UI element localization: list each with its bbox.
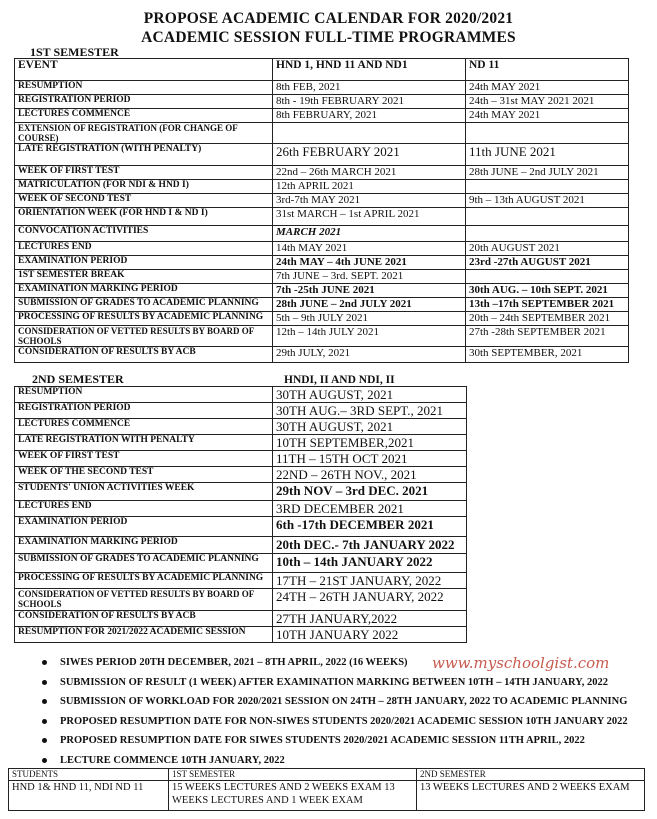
- event-cell: WEEK OF FIRST TEST: [15, 166, 273, 180]
- semester1-row: [15, 144, 629, 166]
- event-cell: MATRICULATION (FOR NDI & HND I): [15, 180, 273, 194]
- date-cell: 10TH SEPTEMBER,2021: [273, 435, 467, 451]
- event-cell: RESUMPTION FOR 2021/2022 ACADEMIC SESSION: [15, 627, 273, 643]
- semester2-row: [15, 517, 467, 537]
- note-text: PROPOSED RESUMPTION DATE FOR NON-SIWES STUDENTS 2020/2021 ACADEMIC SESSION 10TH JANUARY 2022: [60, 715, 628, 727]
- semester2-row: [15, 501, 467, 517]
- semester1-label: 1ST SEMESTER: [30, 45, 119, 59]
- summary-header-students: STUDENTS: [9, 769, 169, 781]
- note-item: [42, 715, 642, 728]
- nd2-date-cell: [466, 226, 629, 242]
- nd2-date-cell: 30th AUG. – 10th SEPT. 2021: [466, 284, 629, 298]
- event-cell: PROCESSING OF RESULTS BY ACADEMIC PLANNING: [15, 573, 273, 589]
- summary-students: HND 1& HND 11, NDI ND 11: [9, 781, 169, 811]
- summary-sem1: 15 WEEKS LECTURES AND 2 WEEKS EXAM 13 WEEKS LECTURES AND 1 WEEK EXAM: [169, 781, 417, 811]
- semester1-row: [15, 95, 629, 109]
- document-title-line2: ACADEMIC SESSION FULL-TIME PROGRAMMES: [141, 29, 516, 46]
- semester2-row: [15, 387, 467, 403]
- semester1-row: [15, 226, 629, 242]
- nd2-date-cell: 9th – 13th AUGUST 2021: [466, 194, 629, 208]
- event-cell: WEEK OF THE SECOND TEST: [15, 467, 273, 483]
- hnd-nd1-date-cell: 22nd – 26th MARCH 2021: [273, 166, 466, 180]
- event-cell: EXAMINATION MARKING PERIOD: [15, 284, 273, 298]
- hnd-nd1-date-cell: 8th FEB, 2021: [273, 81, 466, 95]
- event-cell: LECTURES END: [15, 242, 273, 256]
- summary-header-sem1: 1ST SEMESTER: [169, 769, 417, 781]
- nd2-date-cell: 11th JUNE 2021: [466, 144, 629, 166]
- event-cell: RESUMPTION: [15, 81, 273, 95]
- event-cell: EXTENSION OF REGISTRATION (FOR CHANGE OF COURSE): [15, 123, 273, 144]
- semester1-row: [15, 166, 629, 180]
- semester2-row: [15, 451, 467, 467]
- semester2-row: [15, 419, 467, 435]
- semester1-row: [15, 242, 629, 256]
- semester1-row: [15, 284, 629, 298]
- bullet-icon: [42, 680, 47, 685]
- hnd-nd1-date-cell: 12th – 14th JULY 2021: [273, 326, 466, 347]
- event-cell: STUDENTS' UNION ACTIVITIES WEEK: [15, 483, 273, 501]
- semester2-row: [15, 467, 467, 483]
- hnd-nd1-date-cell: [273, 123, 466, 144]
- semester2-row: [15, 435, 467, 451]
- hnd-nd1-date-cell: 7th JUNE – 3rd. SEPT. 2021: [273, 270, 466, 284]
- nd2-date-cell: 24th – 31st MAY 2021 2021: [466, 95, 629, 109]
- nd2-date-cell: 24th MAY 2021: [466, 109, 629, 123]
- semester2-header: HNDI, II AND NDI, II: [284, 374, 395, 386]
- nd2-date-cell: 20th – 24th SEPTEMBER 2021: [466, 312, 629, 326]
- note-text: SIWES PERIOD 20TH DECEMBER, 2021 – 8TH APRIL, 2022 (16 WEEKS): [60, 657, 408, 668]
- date-cell: 6th -17th DECEMBER 2021: [273, 517, 467, 537]
- note-item: [42, 656, 642, 669]
- semester2-row: [15, 573, 467, 589]
- nd2-date-cell: 13th –17th SEPTEMBER 2021: [466, 298, 629, 312]
- event-cell: CONSIDERATION OF RESULTS BY ACB: [15, 611, 273, 627]
- semester2-row: [15, 611, 467, 627]
- semester2-row: [15, 627, 467, 643]
- event-cell: EXAMINATION MARKING PERIOD: [15, 537, 273, 554]
- event-cell: LATE REGISTRATION WITH PENALTY: [15, 435, 273, 451]
- nd2-date-cell: [466, 123, 629, 144]
- semester1-header-row: [15, 59, 629, 81]
- semester1-row: [15, 270, 629, 284]
- summary-table: [8, 768, 645, 811]
- event-cell: WEEK OF FIRST TEST: [15, 451, 273, 467]
- semester2-row: [15, 483, 467, 501]
- semester1-row: [15, 312, 629, 326]
- note-text: SUBMISSION OF RESULT (1 WEEK) AFTER EXAMINATION MARKING BETWEEN 10TH – 14TH JANUARY, 2022: [60, 676, 609, 688]
- event-cell: LATE REGISTRATION (WITH PENALTY): [15, 144, 273, 166]
- semester2-row: [15, 554, 467, 573]
- bullet-icon: [42, 719, 47, 724]
- date-cell: 11TH – 15TH OCT 2021: [273, 451, 467, 467]
- hnd-nd1-date-cell: 14th MAY 2021: [273, 242, 466, 256]
- hnd-nd1-date-cell: 3rd-7th MAY 2021: [273, 194, 466, 208]
- date-cell: 17TH – 21ST JANUARY, 2022: [273, 573, 467, 589]
- semester1-row: [15, 194, 629, 208]
- semester1-row: [15, 109, 629, 123]
- document-title-line1: PROPOSE ACADEMIC CALENDAR FOR 2020/2021: [143, 10, 514, 27]
- date-cell: 10th – 14th JANUARY 2022: [273, 554, 467, 573]
- semester1-row: [15, 81, 629, 95]
- bullet-icon: [42, 758, 47, 763]
- semester2-table: [14, 386, 467, 643]
- event-cell: REGISTRATION PERIOD: [15, 95, 273, 109]
- semester1-row: [15, 256, 629, 270]
- event-cell: CONSIDERATION OF RESULTS BY ACB: [15, 347, 273, 363]
- hnd-nd1-date-cell: 31st MARCH – 1st APRIL 2021: [273, 208, 466, 226]
- semester1-row: [15, 347, 629, 363]
- event-cell: ORIENTATION WEEK (FOR HND I & ND I): [15, 208, 273, 226]
- event-cell: WEEK OF SECOND TEST: [15, 194, 273, 208]
- note-item: [42, 754, 642, 767]
- event-cell: EXAMINATION PERIOD: [15, 517, 273, 537]
- bullet-icon: [42, 660, 47, 665]
- nd2-date-cell: 30th SEPTEMBER, 2021: [466, 347, 629, 363]
- hnd-nd1-date-cell: 26th FEBRUARY 2021: [273, 144, 466, 166]
- date-cell: 20th DEC.- 7th JANUARY 2022: [273, 537, 467, 554]
- event-cell: CONVOCATION ACTIVITIES: [15, 226, 273, 242]
- summary-header-sem2: 2ND SEMESTER: [417, 769, 645, 781]
- nd2-date-cell: [466, 180, 629, 194]
- note-text: LECTURE COMMENCE 10TH JANUARY, 2022: [60, 754, 285, 766]
- note-text: PROPOSED RESUMPTION DATE FOR SIWES STUDENTS 2020/2021 ACADEMIC SESSION 11TH APRIL, 2022: [60, 735, 585, 746]
- semester2-row: [15, 537, 467, 554]
- nd2-date-cell: [466, 208, 629, 226]
- semester2-row: [15, 589, 467, 611]
- hnd-nd1-date-cell: 12th APRIL 2021: [273, 180, 466, 194]
- date-cell: 30TH AUGUST, 2021: [273, 387, 467, 403]
- date-cell: 3RD DECEMBER 2021: [273, 501, 467, 517]
- semester1-row: [15, 123, 629, 144]
- hnd-nd1-date-cell: 8th - 19th FEBRUARY 2021: [273, 95, 466, 109]
- hnd-nd1-date-cell: 5th – 9th JULY 2021: [273, 312, 466, 326]
- nd2-date-cell: 20th AUGUST 2021: [466, 242, 629, 256]
- note-item: [42, 695, 642, 708]
- semester2-label: 2ND SEMESTER: [32, 372, 124, 386]
- semester1-row: [15, 180, 629, 194]
- semester1-table: [14, 58, 629, 363]
- summary-sem2: 13 WEEKS LECTURES AND 2 WEEKS EXAM: [417, 781, 645, 811]
- watermark: www.myschoolgist.com: [432, 654, 610, 672]
- notes-list: [42, 656, 642, 773]
- event-cell: SUBMISSION OF GRADES TO ACADEMIC PLANNING: [15, 298, 273, 312]
- hnd-nd1-date-cell: MARCH 2021: [273, 226, 466, 242]
- semester1-row: [15, 298, 629, 312]
- nd2-date-cell: [466, 270, 629, 284]
- event-cell: CONSIDERATION OF VETTED RESULTS BY BOARD OF SCHOOLS: [15, 326, 273, 347]
- nd2-date-cell: 27th -28th SEPTEMBER 2021: [466, 326, 629, 347]
- bullet-icon: [42, 738, 47, 743]
- hnd-nd1-date-cell: 8th FEBRUARY, 2021: [273, 109, 466, 123]
- event-cell: 1ST SEMESTER BREAK: [15, 270, 273, 284]
- date-cell: 27TH JANUARY,2022: [273, 611, 467, 627]
- date-cell: 30TH AUGUST, 2021: [273, 419, 467, 435]
- event-cell: LECTURES COMMENCE: [15, 109, 273, 123]
- hnd-nd1-date-cell: 28th JUNE – 2nd JULY 2021: [273, 298, 466, 312]
- header-event: EVENT: [15, 59, 273, 81]
- note-item: [42, 734, 642, 747]
- bullet-icon: [42, 699, 47, 704]
- event-cell: SUBMISSION OF GRADES TO ACADEMIC PLANNING: [15, 554, 273, 573]
- date-cell: 10TH JANUARY 2022: [273, 627, 467, 643]
- date-cell: 24TH – 26TH JANUARY, 2022: [273, 589, 467, 611]
- semester1-row: [15, 208, 629, 226]
- nd2-date-cell: 28th JUNE – 2nd JULY 2021: [466, 166, 629, 180]
- header-hnd-nd1: HND 1, HND 11 AND ND1: [273, 59, 466, 81]
- date-cell: 22ND – 26TH NOV., 2021: [273, 467, 467, 483]
- note-item: [42, 676, 642, 689]
- nd2-date-cell: 24th MAY 2021: [466, 81, 629, 95]
- date-cell: 30TH AUG.– 3RD SEPT., 2021: [273, 403, 467, 419]
- event-cell: RESUMPTION: [15, 387, 273, 403]
- event-cell: LECTURES END: [15, 501, 273, 517]
- semester1-row: [15, 326, 629, 347]
- nd2-date-cell: 23rd -27th AUGUST 2021: [466, 256, 629, 270]
- event-cell: EXAMINATION PERIOD: [15, 256, 273, 270]
- note-text: SUBMISSION OF WORKLOAD FOR 2020/2021 SESSION ON 24TH – 28TH JANUARY, 2022 TO ACADEMIC PLANNING: [60, 696, 628, 707]
- semester2-row: [15, 403, 467, 419]
- hnd-nd1-date-cell: 29th JULY, 2021: [273, 347, 466, 363]
- event-cell: REGISTRATION PERIOD: [15, 403, 273, 419]
- hnd-nd1-date-cell: 7th -25th JUNE 2021: [273, 284, 466, 298]
- header-nd2: ND 11: [466, 59, 629, 81]
- event-cell: CONSIDERATION OF VETTED RESULTS BY BOARD OF SCHOOLS: [15, 589, 273, 611]
- event-cell: PROCESSING OF RESULTS BY ACADEMIC PLANNING: [15, 312, 273, 326]
- event-cell: LECTURES COMMENCE: [15, 419, 273, 435]
- hnd-nd1-date-cell: 24th MAY – 4th JUNE 2021: [273, 256, 466, 270]
- date-cell: 29th NOV – 3rd DEC. 2021: [273, 483, 467, 501]
